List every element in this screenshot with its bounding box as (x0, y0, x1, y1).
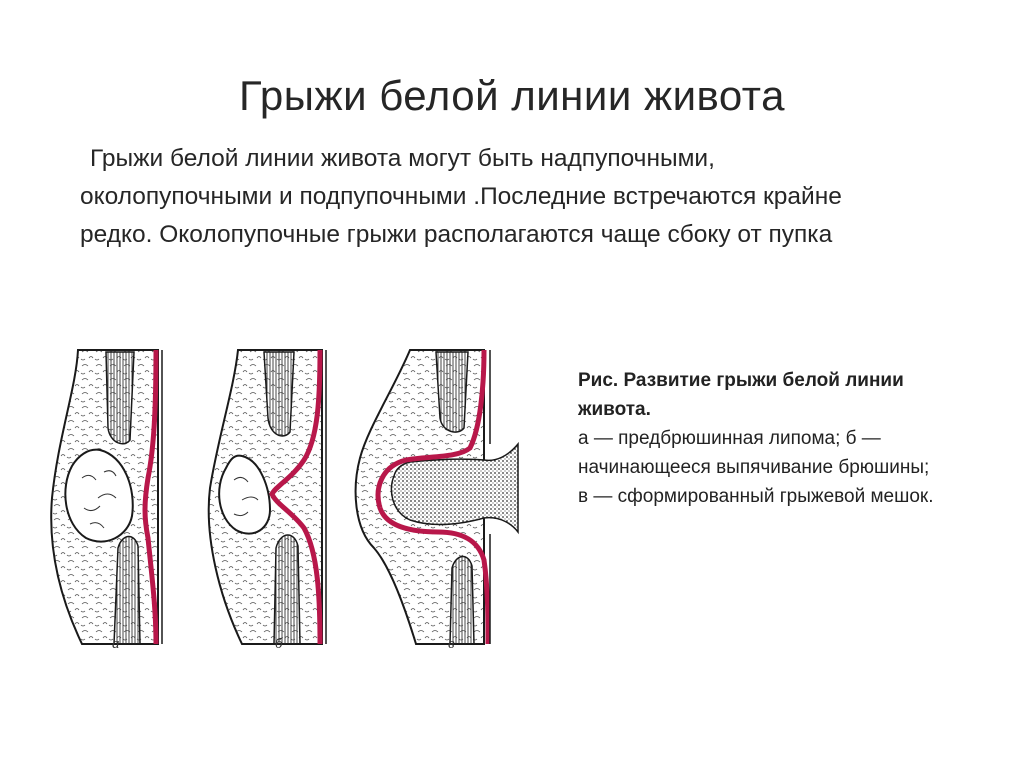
panel-label-c: в (448, 636, 455, 652)
panel-c-drawing (356, 350, 518, 644)
panel-label-b: б (275, 636, 283, 652)
caption-title: Рис. Развитие грыжи белой линии живота. (578, 370, 904, 420)
hernia-illustration-icon (38, 348, 523, 668)
figure-caption (578, 366, 938, 511)
slide-body (80, 140, 880, 254)
slide-title: Грыжи белой линии живота (239, 72, 785, 120)
caption-text: а — предбрюшинная липома; б — начинающееся выпячивание брюшины; в — сформированный грыжевой мешок. (578, 428, 934, 507)
body-paragraph: Грыжи белой линии живота могут быть надпупочными, околопупочными и подпупочными .Последние встречаются крайне редко. Околопупочные грыжи располагаются чаще сбоку от пупка (80, 145, 842, 248)
panel-a-drawing (51, 350, 162, 644)
panel-label-a: а (112, 636, 120, 652)
hernia-figure (38, 348, 523, 668)
panel-b-drawing (209, 350, 326, 644)
